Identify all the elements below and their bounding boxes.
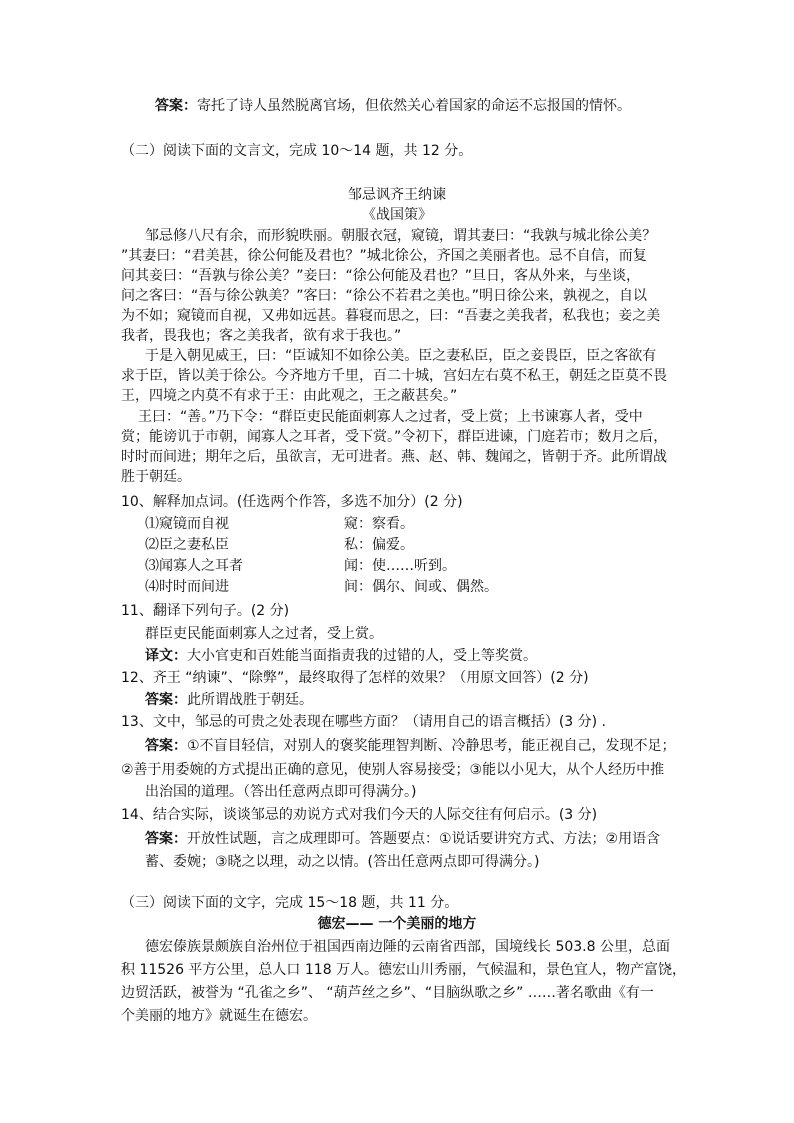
answer-label: 答案： (145, 692, 187, 708)
question-14-stem: 14、结合实际，谈谈邹忌的劝说方式对我们今天的人际交往有何启示。(3 分) (121, 807, 598, 823)
answer-line: 出治国的道理。（答出任意两点即可得满分。) (145, 784, 417, 800)
answer-label: 答案： (145, 738, 187, 754)
q10-gloss: 间：偶尔、间或、偶然。 (344, 579, 498, 595)
answer-line: ②善于用委婉的方式提出正确的意见，使别人容易接受；③能以小见大，从个人经历中推 (121, 762, 665, 778)
answer-line: 蓄、委婉；③晓之以理，动之以情。(答出任意两点即可得满分。) (145, 854, 540, 870)
top-answer (155, 96, 631, 116)
q10-item (0, 556, 794, 576)
passage-line: ”其妻曰：“君美甚，徐公何能及君也？”城北徐公，齐国之美丽者也。忌不自信，而复 (121, 248, 647, 264)
q10-gloss: 窥：察看。 (344, 516, 414, 532)
passage-line: 王曰：“善。”乃下令：“群臣吏民能面刺寡人之过者，受上赏；上书谏寡人者，受中 (138, 409, 643, 425)
question-11-stem: 11、翻译下列句子。(2 分) (121, 603, 290, 619)
passage-title: 邹忌讽齐王纳谏 (348, 187, 446, 203)
translation-label: 译文： (145, 648, 187, 664)
q13-answer (145, 736, 676, 756)
passage-line: 个美丽的地方》就诞生在德宏。 (121, 1008, 317, 1024)
section3-heading: （三）阅读下面的文字，完成 15～18 题，共 11 分。 (121, 895, 459, 911)
q10-term: ⑴窥镜而自视 (145, 516, 229, 532)
answer-text: 寄托了诗人虽然脱离官场，但依然关心着国家的命运不忘报国的情怀。 (197, 98, 631, 114)
q10-term: ⑶闻寡人之耳者 (145, 558, 243, 574)
question-12-stem: 12、齐王 “纳谏”、“除弊”，最终取得了怎样的效果？（用原文回答）(2 分) (121, 670, 589, 686)
answer-text: ①不盲目轻信，对别人的褒奖能理智判断、冷静思考，能正视自己，发现不足； (187, 738, 676, 754)
passage-source: 《战国策》 (362, 207, 432, 223)
q14-answer (145, 829, 660, 849)
q10-item (0, 535, 794, 555)
answer-text: 此所谓战胜于朝廷。 (187, 692, 313, 708)
answer-text: 开放性试题，言之成理即可。答题要点：①说话要讲究方式、方法；②用语含 (187, 831, 661, 847)
question-10-stem: 10、解释加点词。(任选两个作答，多选不加分）(2 分) (121, 494, 463, 510)
passage-line: 问之客曰：“吾与徐公孰美？”客曰：“徐公不若君之美也。”明日徐公来，孰视之，自以 (121, 288, 648, 304)
passage-line: 邹忌修八尺有余，而形貌昳丽。朝服衣冠，窥镜，谓其妻曰：“我孰与城北徐公美？ (145, 228, 657, 244)
passage-line: 德宏傣族景颇族自治州位于祖国西南边陲的云南省西部，国境线长 503.8 公里，总面 (145, 939, 670, 955)
q11-answer (145, 646, 537, 666)
q10-gloss: 私：偏爱。 (344, 537, 414, 553)
passage-line: 我者，畏我也；客之美我者，欲有求于我也。” (121, 328, 402, 344)
question-13-stem: 13、文中，邹忌的可贵之处表现在哪些方面？（请用自己的语言概括）(3 分) . (121, 714, 606, 730)
passage-line: 时时而间进；期年之后，虽欲言，无可进者。燕、赵、韩、魏闻之，皆朝于齐。此所谓战 (121, 449, 667, 465)
passage-line: 于是入朝见威王，曰：“臣诚知不如徐公美。臣之妻私臣，臣之妾畏臣，臣之客欲有 (145, 348, 657, 364)
q11-sentence: 群臣吏民能面刺寡人之过者，受上赏。 (145, 626, 383, 642)
answer-label: 答案： (145, 831, 187, 847)
answer-label: 答案： (155, 98, 197, 114)
section3-title: 德宏—— 一个美丽的地方 (317, 916, 477, 932)
passage-line: 求于臣，皆以美于徐公。今齐地方千里，百二十城，宫妇左右莫不私王，朝廷之臣莫不畏 (121, 368, 667, 384)
q10-gloss: 闻：使……听到。 (344, 558, 456, 574)
passage-line: 积 11526 平方公里，总人口 118 万人。德宏山川秀丽，气候温和，景色宜人，物产富饶， (121, 962, 687, 978)
passage-line: 问其妾曰：“吾孰与徐公美？”妾曰：“徐公何能及君也？”旦日，客从外来，与坐谈， (121, 268, 641, 284)
q12-answer (145, 690, 313, 710)
passage-line: 胜于朝廷。 (121, 469, 191, 485)
q10-item (0, 577, 794, 597)
passage-line: 王，四境之内莫不有求于王：由此观之，王之蔽甚矣。” (121, 388, 458, 404)
q10-term: ⑷时时而间进 (145, 579, 229, 595)
passage-line: 为不如；窥镜而自视，又弗如远甚。暮寝而思之，曰：“吾妻之美我者，私我也；妾之美 (121, 308, 661, 324)
passage-line: 边贸活跃，被誉为 “孔雀之乡”、 “葫芦丝之乡”、“目脑纵歌之乡” ……著名歌曲《有一 (121, 985, 654, 1001)
passage-line: 赏；能谤讥于市朝，闻寡人之耳者，受下赏。”令初下，群臣进谏，门庭若市；数月之后， (121, 429, 668, 445)
translation-text: 大小官吏和百姓能当面指责我的过错的人，受上等奖赏。 (187, 648, 537, 664)
q10-item (0, 514, 794, 534)
q10-term: ⑵臣之妻私臣 (145, 537, 229, 553)
section2-heading: （二）阅读下面的文言文，完成 10～14 题，共 12 分。 (121, 143, 473, 159)
